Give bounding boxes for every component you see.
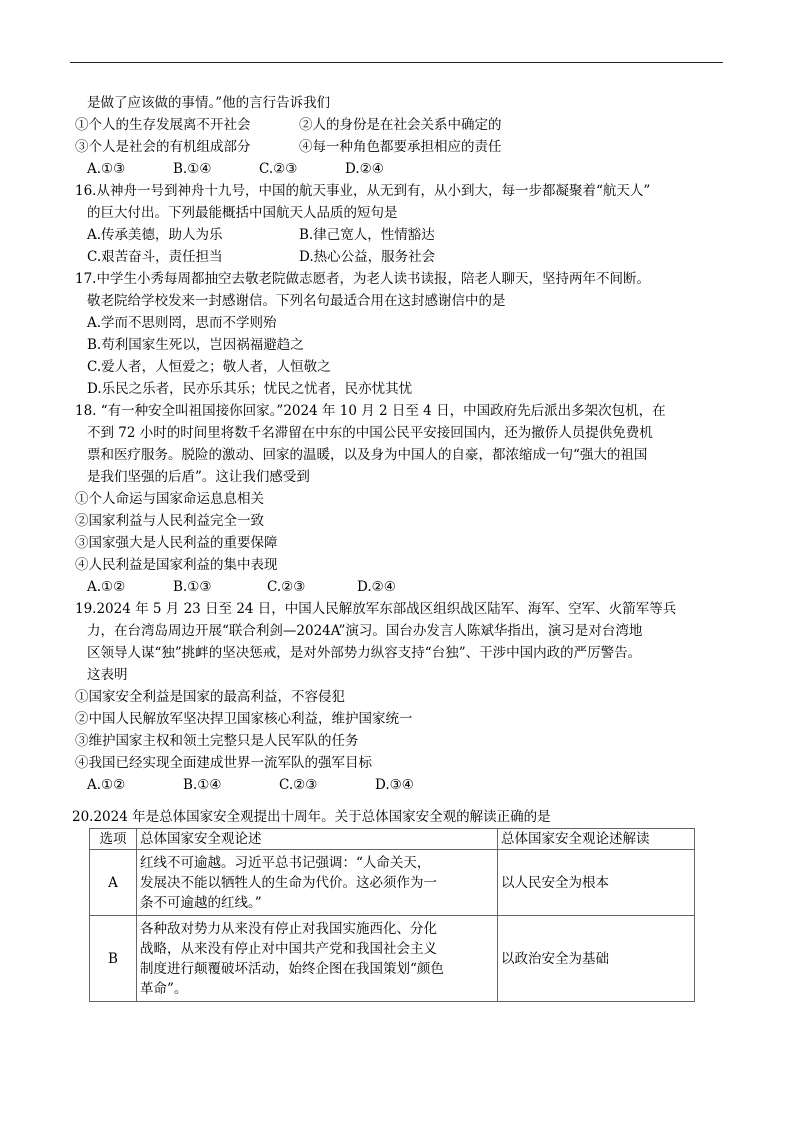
q19-option-a[interactable]: A.①②	[87, 777, 126, 793]
table-header-interpretation: 总体国家安全观论述解读	[498, 829, 695, 850]
q18-stmt-1: ①个人命运与国家命运息息相关	[75, 491, 264, 507]
table-header-statement: 总体国家安全观论述	[137, 829, 498, 850]
q17-stem-2: 敬老院给学校发来一封感谢信。下列名句最适合用在这封感谢信中的是	[87, 293, 506, 309]
q19-stem-2: 力，在台湾岛周边开展“联合利剑—2024A”演习。国台办发言人陈斌华指出，演习是对台湾地	[87, 623, 643, 639]
q16-stem-2: 的巨大付出。下列最能概括中国航天人品质的短句是	[87, 205, 398, 221]
q15-options	[75, 158, 723, 180]
table-row	[90, 850, 695, 916]
q18-stem-2: 不到 72 小时的时间里将数千名滞留在中东的中国公民平安接回国内，还为撤侨人员提供免费机	[87, 425, 653, 441]
q18-options	[75, 576, 723, 598]
q17-option-b[interactable]: B.苟利国家生死以，岂因祸福避趋之	[87, 337, 304, 353]
q15-option-b[interactable]: B.①④	[173, 161, 212, 177]
q19-option-d[interactable]: D.③④	[375, 777, 414, 793]
q19-stmt-3: ③维护国家主权和领土完整只是人民军队的任务	[75, 733, 359, 749]
q19-option-c[interactable]: C.②③	[279, 777, 318, 793]
row-a-option[interactable]: A	[90, 850, 137, 916]
q19-stem-3: 区领导人谋“独”挑衅的坚决惩戒，是对外部势力纵容支持“台独”、干涉中国内政的严厉警告。	[87, 645, 642, 661]
q16-option-c[interactable]: C.艰苦奋斗，责任担当	[87, 249, 223, 265]
q19-stmt-1: ①国家安全利益是国家的最高利益，不容侵犯	[75, 689, 345, 705]
q16-stem-1: 16.从神舟一号到神舟十九号，中国的航天事业，从无到有，从小到大，每一步都凝聚着“航天人”	[75, 183, 651, 199]
row-a-statement	[137, 850, 498, 916]
exam-page	[72, 92, 723, 1002]
q20-stem: 20.2024 年是总体国家安全观提出十周年。关于总体国家安全观的解读正确的是	[72, 809, 551, 825]
row-b-line-3: 制度进行颠覆破坏活动，始终企图在我国策划“颜色	[140, 960, 444, 977]
q18-option-b[interactable]: B.①③	[173, 579, 212, 595]
row-b-line-4: 革命”。	[140, 980, 188, 997]
row-a-line-1: 红线不可逾越。习近平总书记强调：“人命关天，	[140, 854, 431, 871]
q19-options	[75, 774, 723, 796]
q19-stmt-4: ④我国已经实现全面建成世界一流军队的强军目标	[75, 755, 372, 771]
table-header-row	[90, 829, 695, 850]
q15-stmt-3: ③个人是社会的有机组成部分	[75, 139, 251, 155]
q15-stmt-2: ②人的身份是在社会关系中确定的	[299, 117, 502, 133]
q15-option-c[interactable]: C.②③	[259, 161, 298, 177]
q15-option-d[interactable]: D.②④	[345, 161, 384, 177]
q18-option-d[interactable]: D.②④	[357, 579, 396, 595]
q19-stem-1: 19.2024 年 5 月 23 日至 24 日，中国人民解放军东部战区组织战区陆军、海军、空军、火箭军等兵	[75, 601, 677, 617]
q17-option-d[interactable]: D.乐民之乐者，民亦乐其乐；忧民之忧者，民亦忧其忧	[87, 381, 413, 397]
q17-stem-1: 17.中学生小秀每周都抽空去敬老院做志愿者，为老人读书读报，陪老人聊天，坚持两年不间断。	[75, 271, 650, 287]
q18-option-c[interactable]: C.②③	[267, 579, 306, 595]
table-header-option: 选项	[90, 829, 137, 850]
row-a-line-3: 条不可逾越的红线。”	[140, 894, 262, 911]
q19-stmt-2: ②中国人民解放军坚决捍卫国家核心利益，维护国家统一	[75, 711, 413, 727]
header-rule	[70, 62, 723, 63]
row-a-line-2: 发展决不能以牺牲人的生命为代价。这必须作为一	[140, 874, 437, 891]
q20-table	[89, 828, 695, 1002]
q16-option-b[interactable]: B.律己宽人，性情豁达	[299, 227, 435, 243]
q18-option-a[interactable]: A.①②	[87, 579, 126, 595]
row-b-interpretation: 以政治安全为基础	[498, 916, 695, 1002]
q15-line: 是做了应该做的事情。”他的言行告诉我们	[87, 95, 331, 111]
row-b-statement	[137, 916, 498, 1002]
q19-stem-4: 这表明	[87, 667, 128, 683]
q15-stmt-1: ①个人的生存发展离不开社会	[75, 117, 251, 133]
q15-statements	[75, 114, 723, 158]
row-b-line-1: 各种敌对势力从来没有停止对我国实施西化、分化	[140, 920, 437, 937]
q18-stem-4: 是我们坚强的后盾”。这让我们感受到	[87, 469, 310, 485]
row-b-option[interactable]: B	[90, 916, 137, 1002]
table-row	[90, 916, 695, 1002]
q18-stem-3: 票和医疗服务。脱险的激动、回家的温暖，以及身为中国人的自豪，都浓缩成一句“强大的祖国	[87, 447, 648, 463]
row-a-interpretation: 以人民安全为根本	[498, 850, 695, 916]
q16-option-d[interactable]: D.热心公益，服务社会	[299, 249, 436, 265]
q15-option-a[interactable]: A.①③	[87, 161, 126, 177]
q17-option-a[interactable]: A.学而不思则罔，思而不学则殆	[87, 315, 277, 331]
q15-stmt-4: ④每一种角色都要承担相应的责任	[299, 139, 502, 155]
q18-stmt-2: ②国家利益与人民利益完全一致	[75, 513, 264, 529]
q16-options	[75, 224, 723, 268]
q19-option-b[interactable]: B.①④	[183, 777, 222, 793]
q18-stem-1: 18. “有一种安全叫祖国接你回家。”2024 年 10 月 2 日至 4 日，中国政府先后派出多架次包机，在	[75, 403, 666, 419]
q17-option-c[interactable]: C.爱人者，人恒爱之；敬人者，人恒敬之	[87, 359, 331, 375]
q18-stmt-4: ④人民利益是国家利益的集中表现	[75, 557, 278, 573]
row-b-line-2: 战略，从来没有停止对中国共产党和我国社会主义	[140, 940, 437, 957]
q18-stmt-3: ③国家强大是人民利益的重要保障	[75, 535, 278, 551]
spacer	[75, 796, 723, 806]
q16-option-a[interactable]: A.传承美德，助人为乐	[87, 227, 223, 243]
